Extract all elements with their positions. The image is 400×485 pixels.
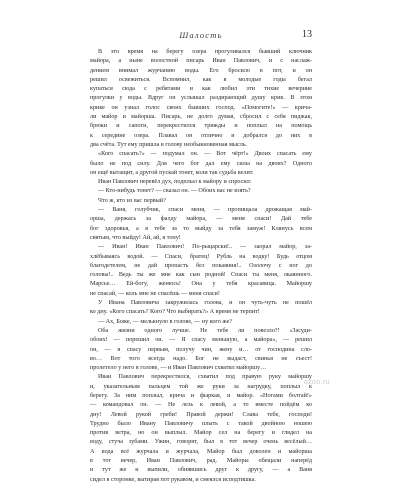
text-line: он ещё вытащит, а другой пускай тонет, коли так судьба велит. xyxy=(90,169,254,176)
text-line: воду, стуча зубами. Ужин, говорят, был в тот вечер очень весёлый… xyxy=(90,439,312,446)
text-line: два счёта. Тут ему пришла в голову необыкновенная мысль. xyxy=(90,141,248,148)
text-line: Иван Павлович перекрестился, схватил под правую руку майоршу xyxy=(98,374,312,381)
text-line: он, — я спасу первым, получу чин, жену и… от господина сло- xyxy=(90,346,312,353)
text-line: Оба жизни одного лучше. Не тебе ли повезло?! «Засуди- xyxy=(98,327,312,334)
text-line: святым, что выйду! Ай, ай, я тону! xyxy=(90,234,181,241)
text-line: А вода всё журчала и журчала, Майор был доволен и майорша xyxy=(90,448,312,455)
text-line: головы!.. Ведь ты же мне как сын родной! Спаси ты меня, окаянного. xyxy=(90,272,312,279)
text-line: — Ах, Боже, — мелькнуло в голове, — ну кого же? xyxy=(98,318,233,325)
text-line: — Ваня, голубчик, спаси меня, — пропищала дрожащая май- xyxy=(98,207,312,214)
text-line: «Кого спасать?» — подумал он. — Вот чёрт!» Двоих спасать ему xyxy=(98,151,312,158)
text-line: прогулки у воды. Вдруг он услышал раздирающий душу крик. В этом xyxy=(90,95,312,102)
text-line: В это время на берегу озера прогуливался бывший ключник xyxy=(98,49,312,55)
text-line: Иван Павлович перевёл дух, подплыл к майору и спросил: xyxy=(98,179,252,186)
text-line: У Ивана Павловича закружилась голова, и он чуть-чуть не пошёл xyxy=(98,300,312,307)
text-line: — командовал он. — Не лезь к левой, а то вместе пойдём ко xyxy=(90,402,312,409)
text-line: пролетело у него в голове, — и Иван Павлович схватил майоршу… xyxy=(90,365,267,372)
text-line: к середине озера. Плавал он отлично и добрался до них в xyxy=(90,132,312,139)
text-line: не спасай, — коль мне не спасёшь — меня спаси! xyxy=(90,290,220,297)
text-line: Марсье… Ей-богу, женюсь! Она у тебя красавица. Майоршу xyxy=(90,281,312,288)
page-number: 13 xyxy=(302,29,312,40)
text-line: майора, а ныне волостной писарь Иван Павлович, и с наслаж- xyxy=(90,58,312,65)
text-line: дну! Левой рукой греби! Правой держи! Слава тебе, господи! xyxy=(90,411,312,418)
text-line: — Иван! Иван Павлович! По-рыцарски!.. — заорал майор, за- xyxy=(98,244,312,251)
text-line: ли майор и майорша. Писарь, не долго думая, сбросил с себя пиджак, xyxy=(90,114,312,121)
text-line: Что ж, кто из вас первый? xyxy=(98,197,166,204)
body-text xyxy=(90,48,312,485)
text-line: благодетелем, не дай пропасть без покаяния!.. Озолочу с ног до xyxy=(90,262,312,269)
running-title: Шалость xyxy=(179,30,223,40)
text-line: против ветра, но он выплыл. Майор сел на берегу и глядел на xyxy=(90,430,312,437)
text-line: — Кто-нибудь тонет? — сказал он. — Обоих вас не взять? xyxy=(98,188,251,195)
text-line: брюки и сапоги, перекрестился трижды и поплыл на помощь xyxy=(90,123,312,130)
text-line: во… Вот того всегда надо. Бог не выдаст, свинья не съест! xyxy=(90,355,312,362)
text-line: было не под силу. Для чего бог дал ему силы на двоих? Одного xyxy=(90,160,312,167)
page-header xyxy=(90,30,312,44)
watermark: ozon.ru xyxy=(303,379,330,386)
text-line: берегу. За ним поплыл, крича и фыркая, и майор. «Ногами болтай!» xyxy=(90,392,312,399)
text-line: обоих! — порешил он. — Я спасу меньшую, а майора», — решил xyxy=(90,337,312,344)
text-line: решил освежиться. Вспомнил, как в молодые годы бегал xyxy=(90,76,312,83)
text-line: в тот вечер, Иван Павлович, рад. Майоры обещали наперёд xyxy=(90,458,312,465)
text-line: и тут же и выпили, обнявшись друг к другу, — а Ваня xyxy=(90,467,312,474)
text-line: крике он узнал голос своих бывших господ. «Помогите!» — крича- xyxy=(90,104,312,111)
text-line: Трудно было Ивану Павловичу плыть с такой двойною ношею xyxy=(90,420,312,427)
text-line: сидел в сторонке, вытирая пот рукавом, и смеялся исподтишка. xyxy=(90,476,256,483)
text-line: хлёбываясь водой. — Спаси, братец! Рубль на водку! Будь отцом xyxy=(90,253,312,260)
text-line: бог здоровья, а я тебе за то выйду за тебя замуж! Клянусь всем xyxy=(90,225,312,232)
text-line: купаться сюда с ребятами и как любил эти тихие вечерние xyxy=(90,86,312,93)
text-line: ко дну. «Кого спасать? Кого? Что выбирать?» А время не терпит! xyxy=(90,309,260,316)
text-line: дением внимал журчанию воды. Его бросило в пот, и он xyxy=(90,67,312,74)
text-line: орша, держась за фалду майора, — меня спаси! Дай тебе xyxy=(90,216,312,223)
text-line: и, указательным пальцем той же руки за нагрудку, поплыл к xyxy=(90,383,312,390)
